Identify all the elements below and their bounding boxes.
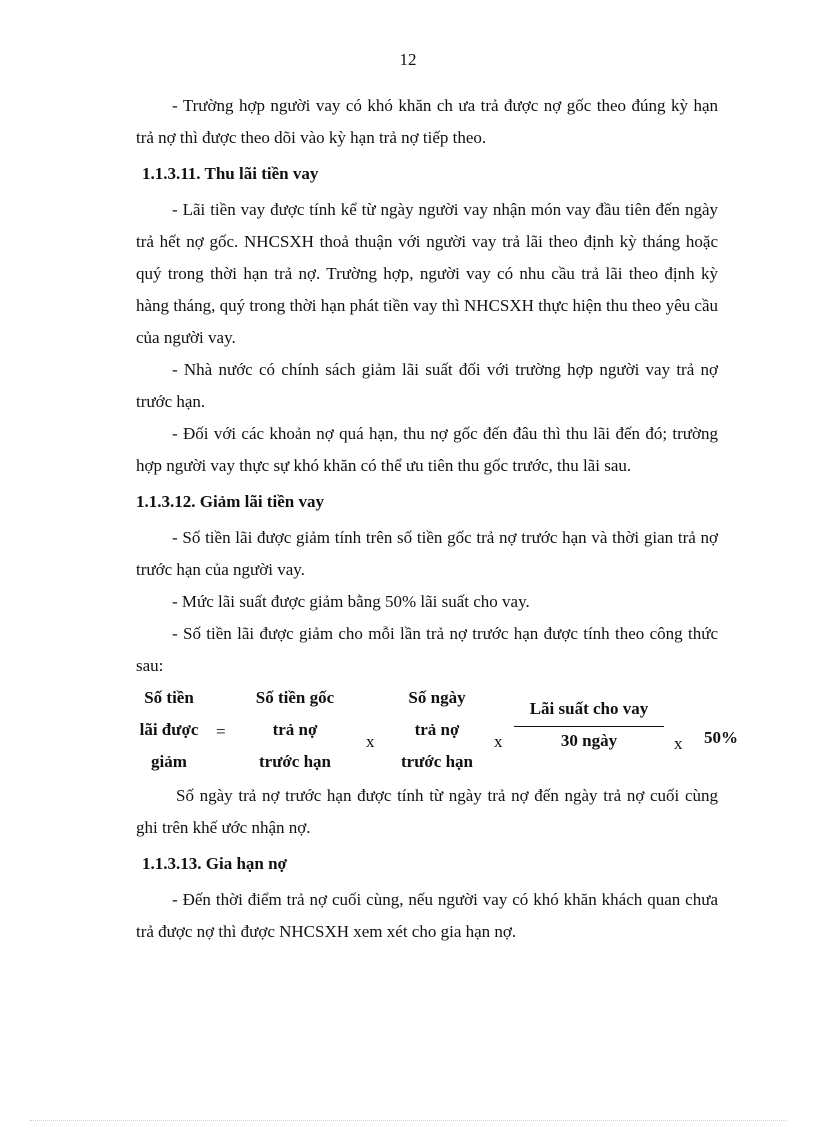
formula-fraction-denominator: 30 ngày xyxy=(560,731,618,750)
section-heading-1-1-3-11: 1.1.3.11. Thu lãi tiền vay xyxy=(142,164,319,183)
paragraph: - Số tiền lãi được giảm cho mỗi lần trả nợ trước hạn được tính theo công thức sau: xyxy=(136,624,718,675)
formula-term-interest-reduced: Số tiền lãi được giảm xyxy=(139,688,199,771)
paragraph: - Trường hợp người vay có khó khăn ch ưa trả được nợ gốc theo đúng kỳ hạn trả nợ thì được theo dõi vào kỳ hạn trả nợ tiếp theo. xyxy=(136,96,718,147)
paragraph: - Đối với các khoản nợ quá hạn, thu nợ gốc đến đâu thì thu lãi đến đó; trường hợp người vay thực sự khó khăn có thể ưu tiên thu gốc trước, thu lãi sau. xyxy=(136,424,718,475)
formula-term-days: Số ngày trả nợ trước hạn xyxy=(400,688,474,771)
formula-fraction-numerator: Lãi suất cho vay xyxy=(529,699,649,718)
page-bottom-rule xyxy=(30,1120,786,1121)
page-number: 12 xyxy=(399,50,417,69)
formula-equals-sign: = xyxy=(216,722,226,741)
section-heading-1-1-3-12: 1.1.3.12. Giảm lãi tiền vay xyxy=(136,492,324,511)
paragraph: - Số tiền lãi được giảm tính trên số tiền gốc trả nợ trước hạn và thời gian trả nợ trước hạn của người vay. xyxy=(136,528,718,579)
fraction-bar xyxy=(514,726,664,727)
interest-reduction-formula xyxy=(136,682,738,780)
document-body xyxy=(136,90,738,948)
paragraph: - Đến thời điểm trả nợ cuối cùng, nếu người vay có khó khăn khách quan chưa trả được nợ thì được NHCSXH xem xét cho gia hạn nợ. xyxy=(136,890,718,941)
formula-term-principal: Số tiền gốc trả nợ trước hạn xyxy=(255,688,335,771)
paragraph: - Lãi tiền vay được tính kể từ ngày người vay nhận món vay đầu tiên đến ngày trả hết nợ gốc. NHCSXH thoả thuận với người vay trả lãi theo định kỳ tháng hoặc quý trong thời hạn trả nợ. Trường hợp, người vay có nhu cầu trả lãi theo định kỳ hàng tháng, quý trong thời hạn phát tiền vay thì NHCSXH thực hiện thu theo yêu cầu của người vay. xyxy=(136,200,718,347)
formula-percent: 50% xyxy=(704,728,738,747)
formula-multiply-sign: x xyxy=(674,734,683,753)
paragraph: - Mức lãi suất được giảm bằng 50% lãi suất cho vay. xyxy=(172,592,530,611)
formula-multiply-sign: x xyxy=(366,732,375,751)
paragraph: Số ngày trả nợ trước hạn được tính từ ngày trả nợ đến ngày trả nợ cuối cùng ghi trên khế ước nhận nợ. xyxy=(136,786,718,837)
formula-fraction xyxy=(514,696,664,753)
formula-multiply-sign: x xyxy=(494,732,503,751)
paragraph: - Nhà nước có chính sách giảm lãi suất đối với trường hợp người vay trả nợ trước hạn. xyxy=(136,360,718,411)
section-heading-1-1-3-13: 1.1.3.13. Gia hạn nợ xyxy=(142,854,287,873)
